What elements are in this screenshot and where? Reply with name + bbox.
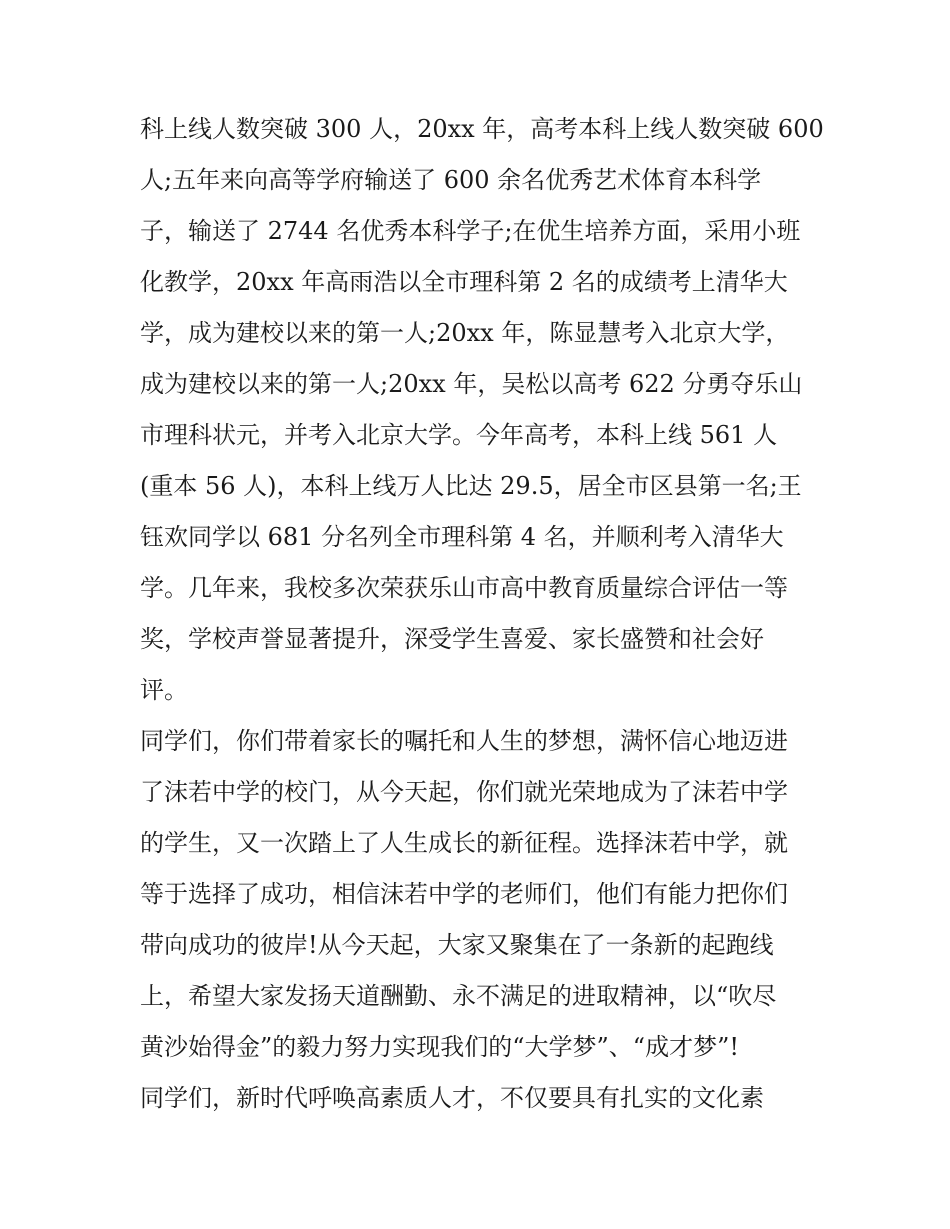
text-line: 化教学，20xx 年高雨浩以全市理科第 2 名的成绩考上清华大 <box>140 268 788 296</box>
text-line: (重本 56 人)，本科上线万人比达 29.5，居全市区县第一名;王 <box>140 472 802 500</box>
text-line: 同学们，你们带着家长的嘱托和人生的梦想，满怀信心地迈进 <box>140 727 788 755</box>
text-line: 学，成为建校以来的第一人;20xx 年，陈显慧考入北京大学， <box>140 319 790 347</box>
text-line: 等于选择了成功，相信沫若中学的老师们，他们有能力把你们 <box>140 880 788 908</box>
text-line: 科上线人数突破 300 人，20xx 年，高考本科上线人数突破 600 <box>140 115 824 143</box>
text-line: 带向成功的彼岸!从今天起，大家又聚集在了一条新的起跑线 <box>140 931 774 959</box>
body-text <box>140 104 824 1124</box>
text-line: 学。几年来，我校多次荣获乐山市高中教育质量综合评估一等 <box>140 574 788 602</box>
text-line: 评。 <box>140 676 188 704</box>
text-line: 黄沙始得金”的毅力努力实现我们的“大学梦”、“成才梦”! <box>140 1033 739 1061</box>
text-line: 市理科状元，并考入北京大学。今年高考，本科上线 561 人 <box>140 421 778 449</box>
text-line: 人;五年来向高等学府输送了 600 余名优秀艺术体育本科学 <box>140 166 762 194</box>
text-line: 子，输送了 2744 名优秀本科学子;在优生培养方面，采用小班 <box>140 217 801 245</box>
text-line: 奖，学校声誉显著提升，深受学生喜爱、家长盛赞和社会好 <box>140 625 764 653</box>
text-line: 了沫若中学的校门，从今天起，你们就光荣地成为了沫若中学 <box>140 778 788 806</box>
text-line: 钰欢同学以 681 分名列全市理科第 4 名，并顺利考入清华大 <box>140 523 784 551</box>
text-line: 的学生，又一次踏上了人生成长的新征程。选择沫若中学，就 <box>140 829 788 857</box>
text-line: 同学们，新时代呼唤高素质人才，不仅要具有扎实的文化素 <box>140 1084 764 1112</box>
text-line: 上，希望大家发扬天道酬勤、永不满足的进取精神，以“吹尽 <box>140 982 777 1010</box>
text-line: 成为建校以来的第一人;20xx 年，吴松以高考 622 分勇夺乐山 <box>140 370 803 398</box>
